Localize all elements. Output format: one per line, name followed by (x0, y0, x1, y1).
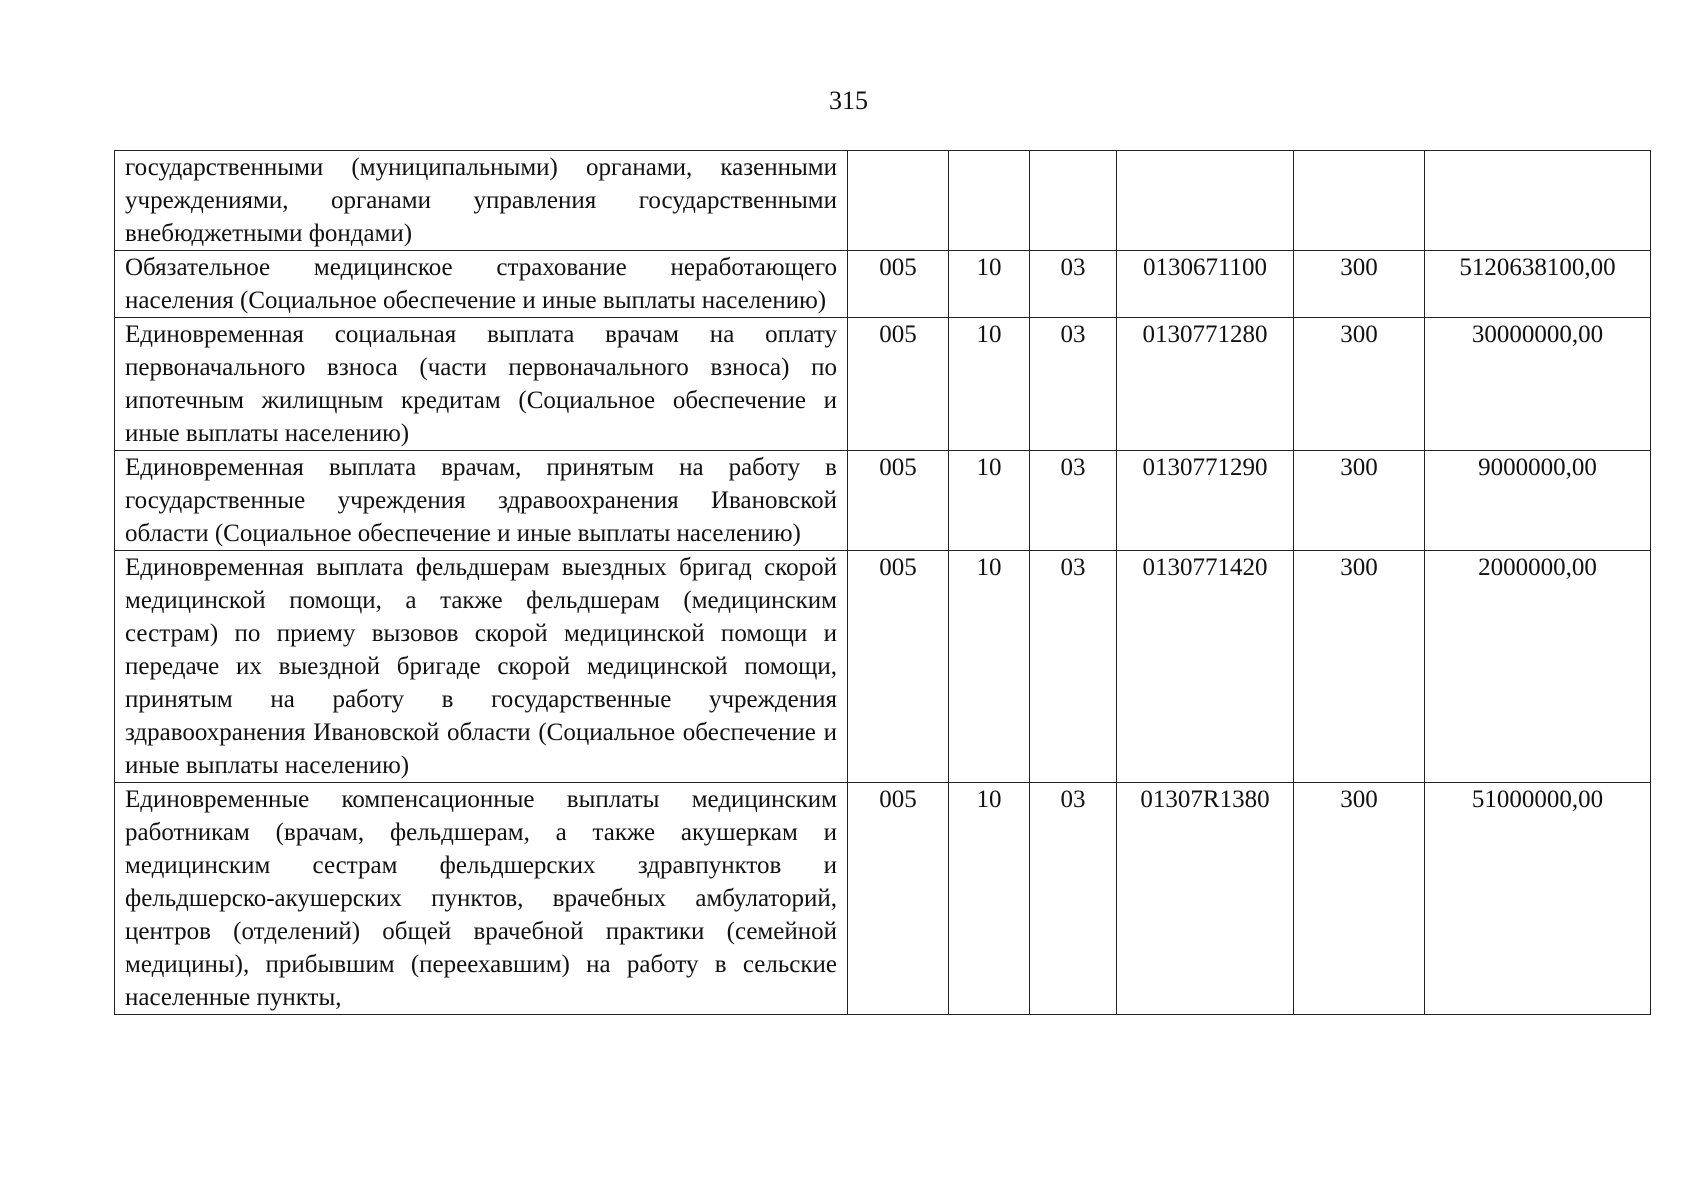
row-section-code: 10 (949, 451, 1030, 551)
row-ministry-code: 005 (848, 318, 949, 451)
budget-table (114, 150, 1651, 1015)
row-target-article: 0130771290 (1117, 451, 1294, 551)
page-number: 315 (829, 86, 868, 115)
row-subsection-code: 03 (1030, 251, 1117, 318)
row-target-article: 0130771420 (1117, 551, 1294, 783)
row-section-code: 10 (949, 318, 1030, 451)
table-row (115, 451, 1651, 551)
row-ministry-code: 005 (848, 551, 949, 783)
row-target-article: 0130771280 (1117, 318, 1294, 451)
row-ministry-code: 005 (848, 451, 949, 551)
row-subsection-code: 03 (1030, 783, 1117, 1015)
row-description: государственными (муниципальными) органами, казенными учреждениями, органами управления государственными внебюджетными фондами) (115, 151, 848, 251)
row-expense-type: 300 (1294, 318, 1425, 451)
row-ministry-code: 005 (848, 251, 949, 318)
row-description: Единовременные компенсационные выплаты медицинским работникам (врачам, фельдшерам, а также акушеркам и медицинским сестрам фельдшерских здравпунктов и фельдшерско-акушерских пунктов, врачебных амбулаторий, центров (отделений) общей врачебной практики (семейной медицины), прибывшим (переехавшим) на работу в сельские населенные пункты, (115, 783, 848, 1015)
row-description: Единовременная выплата врачам, принятым на работу в государственные учреждения здравоохранения Ивановской области (Социальное обеспечение и иные выплаты населению) (115, 451, 848, 551)
row-target-article (1117, 151, 1294, 251)
row-amount: 51000000,00 (1425, 783, 1651, 1015)
row-description: Единовременная социальная выплата врачам на оплату первоначального взноса (части первоначального взноса) по ипотечным жилищным кредитам (Социальное обеспечение и иные выплаты населению) (115, 318, 848, 451)
row-ministry-code (848, 151, 949, 251)
row-expense-type (1294, 151, 1425, 251)
row-amount: 9000000,00 (1425, 451, 1651, 551)
row-expense-type: 300 (1294, 551, 1425, 783)
row-amount: 2000000,00 (1425, 551, 1651, 783)
row-description: Единовременная выплата фельдшерам выездных бригад скорой медицинской помощи, а также фельдшерам (медицинским сестрам) по приему вызовов скорой медицинской помощи и передаче их выездной бригаде скорой медицинской помощи, принятым на работу в государственные учреждения здравоохранения Ивановской области (Социальное обеспечение и иные выплаты населению) (115, 551, 848, 783)
row-expense-type: 300 (1294, 783, 1425, 1015)
row-amount (1425, 151, 1651, 251)
row-section-code: 10 (949, 251, 1030, 318)
row-expense-type: 300 (1294, 251, 1425, 318)
row-amount: 30000000,00 (1425, 318, 1651, 451)
table-row (115, 551, 1651, 783)
row-section-code (949, 151, 1030, 251)
row-section-code: 10 (949, 783, 1030, 1015)
table-row (115, 251, 1651, 318)
row-expense-type: 300 (1294, 451, 1425, 551)
row-subsection-code: 03 (1030, 451, 1117, 551)
row-ministry-code: 005 (848, 783, 949, 1015)
table-row (115, 783, 1651, 1015)
row-target-article: 01307R1380 (1117, 783, 1294, 1015)
row-section-code: 10 (949, 551, 1030, 783)
table-row (115, 151, 1651, 251)
row-subsection-code: 03 (1030, 551, 1117, 783)
row-target-article: 0130671100 (1117, 251, 1294, 318)
row-description: Обязательное медицинское страхование неработающего населения (Социальное обеспечение и иные выплаты населению) (115, 251, 848, 318)
row-subsection-code (1030, 151, 1117, 251)
row-amount: 5120638100,00 (1425, 251, 1651, 318)
row-subsection-code: 03 (1030, 318, 1117, 451)
table-row (115, 318, 1651, 451)
